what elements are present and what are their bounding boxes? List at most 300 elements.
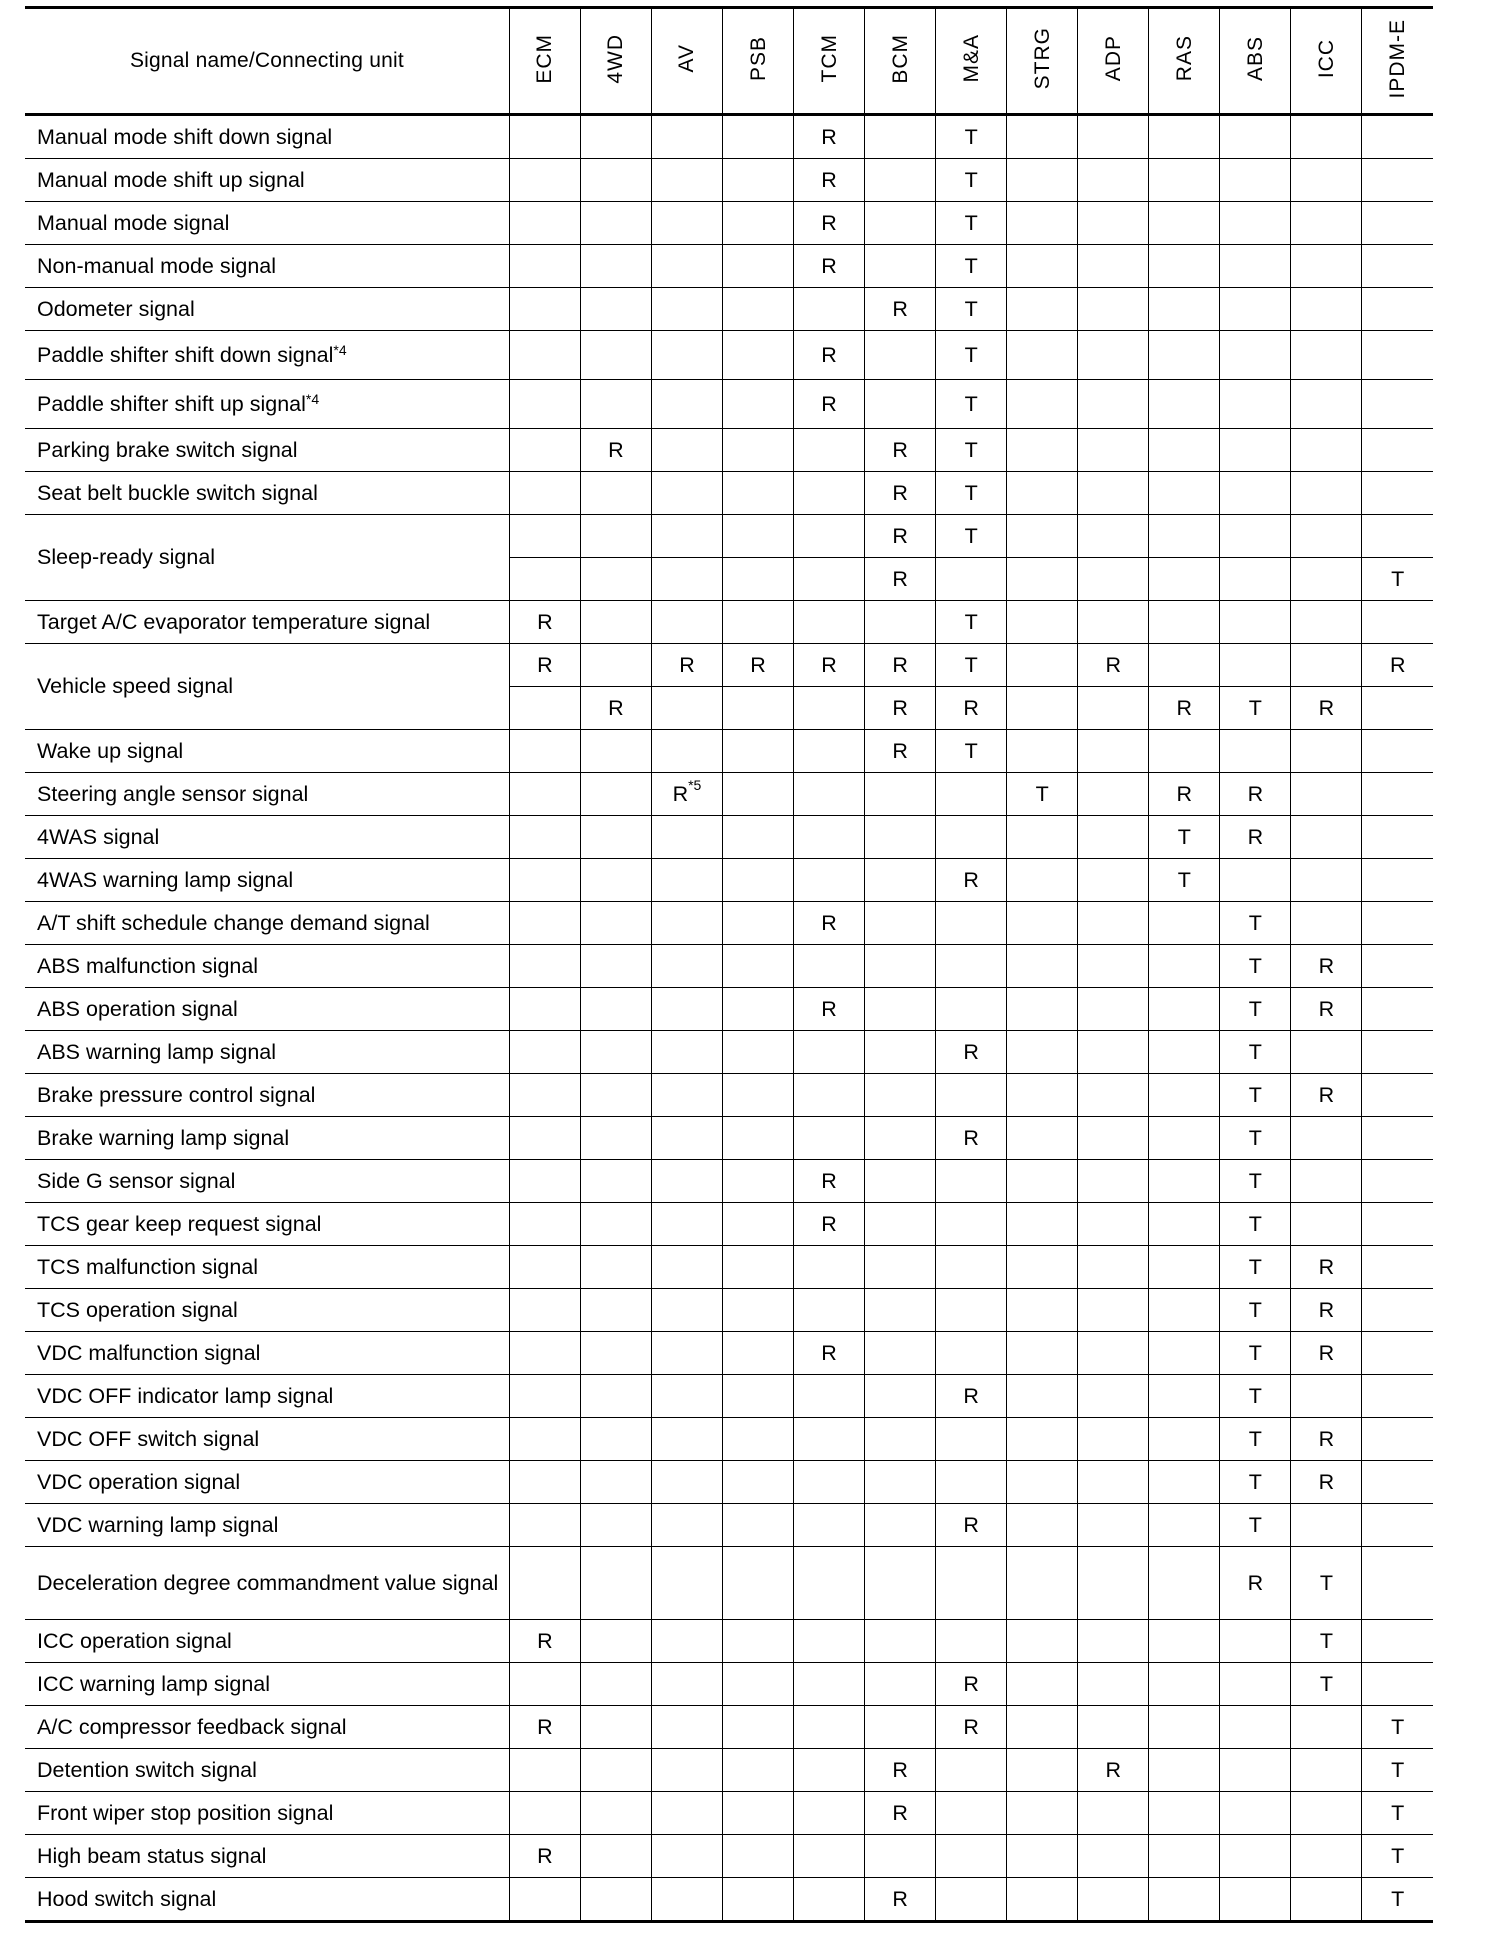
header-signal-name: Signal name/Connecting unit bbox=[25, 8, 509, 115]
signal-cell bbox=[1362, 472, 1433, 515]
signal-cell bbox=[651, 515, 722, 558]
signal-cell bbox=[1362, 601, 1433, 644]
signal-cell bbox=[509, 472, 580, 515]
signal-cell bbox=[865, 1117, 936, 1160]
signal-cell bbox=[1362, 1504, 1433, 1547]
signal-cell bbox=[794, 687, 865, 730]
signal-cell bbox=[1149, 115, 1220, 159]
signal-name-text: ABS warning lamp signal bbox=[37, 1039, 277, 1064]
signal-cell bbox=[509, 988, 580, 1031]
signal-cell bbox=[1007, 1289, 1078, 1332]
signal-cell bbox=[1149, 988, 1220, 1031]
signal-cell bbox=[722, 816, 793, 859]
signal-cell bbox=[1078, 1461, 1149, 1504]
signal-cell: R bbox=[794, 1203, 865, 1246]
signal-name bbox=[25, 773, 509, 816]
signal-cell bbox=[580, 1117, 651, 1160]
signal-cell bbox=[722, 773, 793, 816]
signal-name bbox=[25, 380, 509, 429]
signal-cell: T bbox=[1220, 1203, 1291, 1246]
table-row bbox=[25, 1461, 1433, 1504]
signal-cell: R bbox=[794, 159, 865, 202]
signal-cell bbox=[580, 331, 651, 380]
signal-cell: T bbox=[1220, 1289, 1291, 1332]
signal-cell bbox=[794, 773, 865, 816]
signal-name bbox=[25, 1620, 509, 1663]
signal-cell bbox=[651, 159, 722, 202]
signal-cell bbox=[1362, 1375, 1433, 1418]
signal-cell bbox=[1149, 1749, 1220, 1792]
signal-cell: R bbox=[794, 245, 865, 288]
footnote-marker: *4 bbox=[305, 390, 320, 407]
signal-name bbox=[25, 601, 509, 644]
signal-cell bbox=[580, 472, 651, 515]
signal-cell bbox=[936, 1792, 1007, 1835]
signal-cell bbox=[509, 1160, 580, 1203]
table-row bbox=[25, 859, 1433, 902]
signal-cell bbox=[580, 1878, 651, 1922]
signal-cell bbox=[1291, 816, 1362, 859]
signal-cell bbox=[580, 202, 651, 245]
signal-cell bbox=[722, 1504, 793, 1547]
signal-cell bbox=[1007, 601, 1078, 644]
signal-cell bbox=[865, 1031, 936, 1074]
signal-name-text: Wake up signal bbox=[37, 738, 184, 763]
signal-cell bbox=[651, 1835, 722, 1878]
signal-cell bbox=[1362, 1246, 1433, 1289]
signal-cell bbox=[1291, 902, 1362, 945]
table-row bbox=[25, 1504, 1433, 1547]
signal-cell bbox=[865, 1289, 936, 1332]
signal-cell bbox=[509, 902, 580, 945]
signal-name-text: Side G sensor signal bbox=[37, 1168, 236, 1193]
signal-cell bbox=[1078, 1160, 1149, 1203]
signal-cell bbox=[722, 515, 793, 558]
signal-cell bbox=[580, 1504, 651, 1547]
signal-cell: T bbox=[936, 429, 1007, 472]
signal-cell bbox=[794, 1547, 865, 1620]
signal-cell bbox=[580, 1332, 651, 1375]
signal-cell bbox=[651, 1332, 722, 1375]
signal-cell bbox=[509, 331, 580, 380]
signal-cell bbox=[580, 1792, 651, 1835]
signal-name-text: Paddle shifter shift up signal bbox=[37, 391, 306, 416]
signal-cell bbox=[651, 1246, 722, 1289]
signal-name-text: Deceleration degree commandment value signal bbox=[37, 1570, 499, 1595]
signal-cell bbox=[936, 988, 1007, 1031]
signal-name bbox=[25, 1418, 509, 1461]
signal-name-text: Non-manual mode signal bbox=[37, 253, 277, 278]
signal-cell bbox=[722, 1074, 793, 1117]
signal-cell bbox=[1362, 1117, 1433, 1160]
signal-cell: R bbox=[1291, 687, 1362, 730]
signal-cell bbox=[1007, 1547, 1078, 1620]
signal-cell bbox=[509, 429, 580, 472]
signal-cell bbox=[1078, 558, 1149, 601]
signal-name-text: Hood switch signal bbox=[37, 1886, 217, 1911]
signal-cell: R bbox=[1362, 644, 1433, 687]
signal-cell bbox=[580, 1749, 651, 1792]
signal-cell bbox=[1291, 115, 1362, 159]
signal-cell bbox=[1149, 515, 1220, 558]
header-unit-ipdm-e bbox=[1362, 8, 1433, 115]
table-row bbox=[25, 331, 1433, 380]
signal-cell bbox=[865, 1620, 936, 1663]
signal-cell bbox=[1078, 1878, 1149, 1922]
signal-cell bbox=[794, 1749, 865, 1792]
signal-cell bbox=[794, 1706, 865, 1749]
header-unit-bcm bbox=[865, 8, 936, 115]
table-row bbox=[25, 115, 1433, 159]
signal-cell bbox=[722, 159, 793, 202]
signal-cell bbox=[1362, 1663, 1433, 1706]
signal-cell: R bbox=[794, 380, 865, 429]
signal-cell: T bbox=[1220, 1418, 1291, 1461]
signal-cell: T bbox=[1362, 558, 1433, 601]
signal-cell bbox=[722, 1749, 793, 1792]
table-row bbox=[25, 1620, 1433, 1663]
signal-cell bbox=[865, 902, 936, 945]
signal-cell bbox=[865, 1160, 936, 1203]
signal-cell: R bbox=[1291, 1289, 1362, 1332]
signal-cell bbox=[722, 202, 793, 245]
signal-cell bbox=[580, 245, 651, 288]
signal-cell bbox=[1220, 429, 1291, 472]
header-unit-ecm bbox=[509, 8, 580, 115]
signal-cell bbox=[509, 816, 580, 859]
unit-label: AV bbox=[675, 44, 699, 73]
signal-cell bbox=[509, 1074, 580, 1117]
signal-cell bbox=[722, 601, 793, 644]
signal-cell bbox=[651, 902, 722, 945]
signal-cell bbox=[509, 1547, 580, 1620]
signal-cell bbox=[794, 730, 865, 773]
signal-cell: R bbox=[509, 601, 580, 644]
signal-cell bbox=[1078, 245, 1149, 288]
unit-label: M&A bbox=[959, 34, 983, 83]
signal-name-text: Parking brake switch signal bbox=[37, 437, 298, 462]
cell-value: R bbox=[672, 781, 689, 806]
table-row bbox=[25, 472, 1433, 515]
signal-cell bbox=[1362, 288, 1433, 331]
signal-cell bbox=[1007, 1160, 1078, 1203]
signal-cell bbox=[794, 601, 865, 644]
signal-cell bbox=[865, 1418, 936, 1461]
signal-cell bbox=[936, 1620, 1007, 1663]
header-unit-4wd bbox=[580, 8, 651, 115]
signal-cell bbox=[651, 472, 722, 515]
signal-cell bbox=[580, 988, 651, 1031]
signal-cell bbox=[1078, 472, 1149, 515]
signal-cell bbox=[651, 1203, 722, 1246]
signal-cell bbox=[1362, 115, 1433, 159]
signal-name bbox=[25, 115, 509, 159]
signal-cell bbox=[1362, 1418, 1433, 1461]
signal-cell bbox=[722, 988, 793, 1031]
signal-cell bbox=[1220, 245, 1291, 288]
signal-cell bbox=[936, 1203, 1007, 1246]
signal-cell bbox=[509, 1749, 580, 1792]
signal-cell bbox=[509, 159, 580, 202]
signal-cell bbox=[1078, 1246, 1149, 1289]
signal-cell bbox=[1007, 288, 1078, 331]
signal-cell bbox=[1291, 1878, 1362, 1922]
signal-cell: T bbox=[936, 159, 1007, 202]
signal-name-text: A/T shift schedule change demand signal bbox=[37, 910, 430, 935]
signal-cell bbox=[1149, 1074, 1220, 1117]
signal-cell bbox=[865, 773, 936, 816]
signal-cell bbox=[1291, 159, 1362, 202]
header-unit-adp bbox=[1078, 8, 1149, 115]
signal-name bbox=[25, 1749, 509, 1792]
signal-cell bbox=[865, 159, 936, 202]
signal-cell bbox=[1078, 1620, 1149, 1663]
signal-cell: R bbox=[1220, 816, 1291, 859]
signal-cell bbox=[509, 1663, 580, 1706]
signal-cell bbox=[1007, 202, 1078, 245]
signal-cell bbox=[1362, 859, 1433, 902]
signal-name-text: TCS gear keep request signal bbox=[37, 1211, 322, 1236]
signal-cell bbox=[1291, 1792, 1362, 1835]
signal-cell bbox=[580, 730, 651, 773]
table-row bbox=[25, 1878, 1433, 1922]
signal-name-text: Manual mode shift up signal bbox=[37, 167, 305, 192]
signal-cell bbox=[580, 1246, 651, 1289]
table-row bbox=[25, 601, 1433, 644]
header-unit-abs bbox=[1220, 8, 1291, 115]
table-row bbox=[25, 1706, 1433, 1749]
signal-cell: R bbox=[1078, 644, 1149, 687]
signal-cell: R bbox=[509, 1835, 580, 1878]
signal-name bbox=[25, 1706, 509, 1749]
signal-cell bbox=[1078, 988, 1149, 1031]
signal-cell bbox=[1291, 1706, 1362, 1749]
signal-name bbox=[25, 1031, 509, 1074]
signal-cell bbox=[1078, 1375, 1149, 1418]
signal-cell bbox=[936, 816, 1007, 859]
signal-cell: R bbox=[794, 115, 865, 159]
signal-cell bbox=[1149, 558, 1220, 601]
signal-cell: R bbox=[865, 472, 936, 515]
signal-cell bbox=[865, 245, 936, 288]
signal-cell bbox=[1362, 945, 1433, 988]
signal-name-text: VDC operation signal bbox=[37, 1469, 241, 1494]
signal-cell bbox=[1291, 245, 1362, 288]
signal-cell: R bbox=[1291, 945, 1362, 988]
signal-cell bbox=[1007, 1620, 1078, 1663]
signal-cell bbox=[722, 1792, 793, 1835]
signal-cell bbox=[1291, 1835, 1362, 1878]
signal-cell bbox=[1220, 1792, 1291, 1835]
signal-cell: T bbox=[936, 644, 1007, 687]
signal-cell: R bbox=[794, 202, 865, 245]
signal-name-text: ICC warning lamp signal bbox=[37, 1671, 271, 1696]
signal-cell: T bbox=[1007, 773, 1078, 816]
signal-cell bbox=[1078, 859, 1149, 902]
signal-cell bbox=[1362, 202, 1433, 245]
signal-cell bbox=[651, 1504, 722, 1547]
header-unit-av bbox=[651, 8, 722, 115]
signal-cell bbox=[1078, 773, 1149, 816]
signal-cell bbox=[509, 1504, 580, 1547]
signal-cell bbox=[1291, 730, 1362, 773]
signal-cell: R bbox=[936, 1706, 1007, 1749]
signal-cell bbox=[936, 1160, 1007, 1203]
signal-cell bbox=[1291, 1203, 1362, 1246]
signal-name bbox=[25, 515, 509, 601]
signal-cell bbox=[1007, 1074, 1078, 1117]
signal-name bbox=[25, 429, 509, 472]
signal-cell bbox=[722, 1289, 793, 1332]
signal-name-text: Target A/C evaporator temperature signal bbox=[37, 609, 431, 634]
table-header-row bbox=[25, 8, 1433, 115]
signal-cell bbox=[1291, 1504, 1362, 1547]
signal-name bbox=[25, 288, 509, 331]
signal-cell bbox=[651, 945, 722, 988]
signal-cell bbox=[1362, 1160, 1433, 1203]
signal-cell bbox=[1149, 202, 1220, 245]
signal-cell bbox=[1078, 288, 1149, 331]
signal-cell bbox=[794, 1878, 865, 1922]
signal-cell bbox=[1149, 380, 1220, 429]
signal-name-text: TCS operation signal bbox=[37, 1297, 238, 1322]
signal-cell bbox=[580, 288, 651, 331]
signal-cell: R bbox=[1291, 1246, 1362, 1289]
signal-cell bbox=[580, 1289, 651, 1332]
signal-cell bbox=[1007, 1792, 1078, 1835]
signal-cell bbox=[1078, 1117, 1149, 1160]
signal-cell bbox=[651, 816, 722, 859]
signal-cell bbox=[1362, 1620, 1433, 1663]
signal-cell bbox=[1149, 1375, 1220, 1418]
signal-cell bbox=[651, 1418, 722, 1461]
signal-name-text: Brake pressure control signal bbox=[37, 1082, 316, 1107]
signal-cell bbox=[1078, 331, 1149, 380]
signal-cell bbox=[722, 730, 793, 773]
signal-cell bbox=[651, 1792, 722, 1835]
signal-cell bbox=[509, 1461, 580, 1504]
signal-cell: R bbox=[1291, 1332, 1362, 1375]
signal-cell bbox=[651, 1289, 722, 1332]
signal-cell bbox=[722, 902, 793, 945]
signal-cell bbox=[1007, 1878, 1078, 1922]
signal-cell bbox=[936, 1418, 1007, 1461]
signal-name bbox=[25, 1289, 509, 1332]
signal-cell bbox=[1149, 644, 1220, 687]
can-signal-table bbox=[25, 6, 1433, 1923]
signal-cell: R bbox=[1220, 773, 1291, 816]
signal-name bbox=[25, 159, 509, 202]
signal-cell bbox=[794, 816, 865, 859]
signal-cell bbox=[1007, 1504, 1078, 1547]
signal-cell: R bbox=[865, 1878, 936, 1922]
signal-cell bbox=[1149, 1663, 1220, 1706]
unit-label: ADP bbox=[1101, 35, 1125, 82]
signal-name-text: 4WAS signal bbox=[37, 824, 160, 849]
signal-cell bbox=[722, 472, 793, 515]
signal-cell bbox=[1362, 1461, 1433, 1504]
signal-cell bbox=[580, 1074, 651, 1117]
signal-cell bbox=[1220, 1878, 1291, 1922]
signal-cell bbox=[1007, 558, 1078, 601]
signal-name-text: Manual mode signal bbox=[37, 210, 230, 235]
signal-cell: R bbox=[936, 1375, 1007, 1418]
signal-cell bbox=[1078, 1663, 1149, 1706]
signal-cell: R bbox=[794, 1332, 865, 1375]
signal-cell: R bbox=[865, 1792, 936, 1835]
signal-cell bbox=[1007, 859, 1078, 902]
signal-cell bbox=[1220, 644, 1291, 687]
signal-cell bbox=[1220, 859, 1291, 902]
table-row bbox=[25, 429, 1433, 472]
signal-cell: R bbox=[794, 1160, 865, 1203]
signal-name bbox=[25, 1835, 509, 1878]
signal-cell bbox=[722, 1878, 793, 1922]
signal-cell bbox=[509, 1418, 580, 1461]
signal-name-text: Front wiper stop position signal bbox=[37, 1800, 334, 1825]
signal-cell: T bbox=[1149, 859, 1220, 902]
signal-cell bbox=[1362, 1332, 1433, 1375]
signal-cell bbox=[794, 1663, 865, 1706]
signal-cell bbox=[1362, 331, 1433, 380]
signal-cell bbox=[1291, 429, 1362, 472]
signal-cell bbox=[1007, 1663, 1078, 1706]
signal-cell bbox=[936, 1461, 1007, 1504]
signal-name bbox=[25, 1074, 509, 1117]
signal-cell bbox=[1007, 159, 1078, 202]
unit-label: PSB bbox=[746, 35, 770, 82]
signal-cell bbox=[580, 1663, 651, 1706]
signal-cell bbox=[936, 1332, 1007, 1375]
header-unit-icc bbox=[1291, 8, 1362, 115]
signal-cell bbox=[1362, 730, 1433, 773]
signal-cell bbox=[1291, 1117, 1362, 1160]
table-row bbox=[25, 816, 1433, 859]
table-row bbox=[25, 1792, 1433, 1835]
signal-cell: R bbox=[865, 730, 936, 773]
signal-cell bbox=[794, 558, 865, 601]
signal-cell bbox=[1220, 115, 1291, 159]
signal-cell bbox=[1007, 644, 1078, 687]
signal-cell bbox=[1007, 1418, 1078, 1461]
signal-name bbox=[25, 202, 509, 245]
signal-cell bbox=[794, 472, 865, 515]
signal-name bbox=[25, 1332, 509, 1375]
signal-cell: T bbox=[1220, 1246, 1291, 1289]
signal-cell bbox=[794, 1289, 865, 1332]
signal-cell bbox=[1149, 1203, 1220, 1246]
signal-cell bbox=[1362, 515, 1433, 558]
signal-cell bbox=[722, 1663, 793, 1706]
signal-cell bbox=[1078, 1547, 1149, 1620]
signal-cell bbox=[651, 1749, 722, 1792]
signal-name-text: VDC warning lamp signal bbox=[37, 1512, 279, 1537]
signal-name-text: 4WAS warning lamp signal bbox=[37, 867, 294, 892]
signal-cell bbox=[1149, 1289, 1220, 1332]
signal-cell bbox=[651, 1706, 722, 1749]
signal-name bbox=[25, 1117, 509, 1160]
signal-cell: R bbox=[865, 515, 936, 558]
signal-cell: R bbox=[1149, 687, 1220, 730]
signal-cell: T bbox=[1220, 1117, 1291, 1160]
signal-cell bbox=[722, 1375, 793, 1418]
table-row bbox=[25, 515, 1433, 558]
signal-name-text: Detention switch signal bbox=[37, 1757, 257, 1782]
signal-name bbox=[25, 730, 509, 773]
signal-name bbox=[25, 331, 509, 380]
signal-cell bbox=[936, 1749, 1007, 1792]
signal-cell bbox=[1007, 1706, 1078, 1749]
